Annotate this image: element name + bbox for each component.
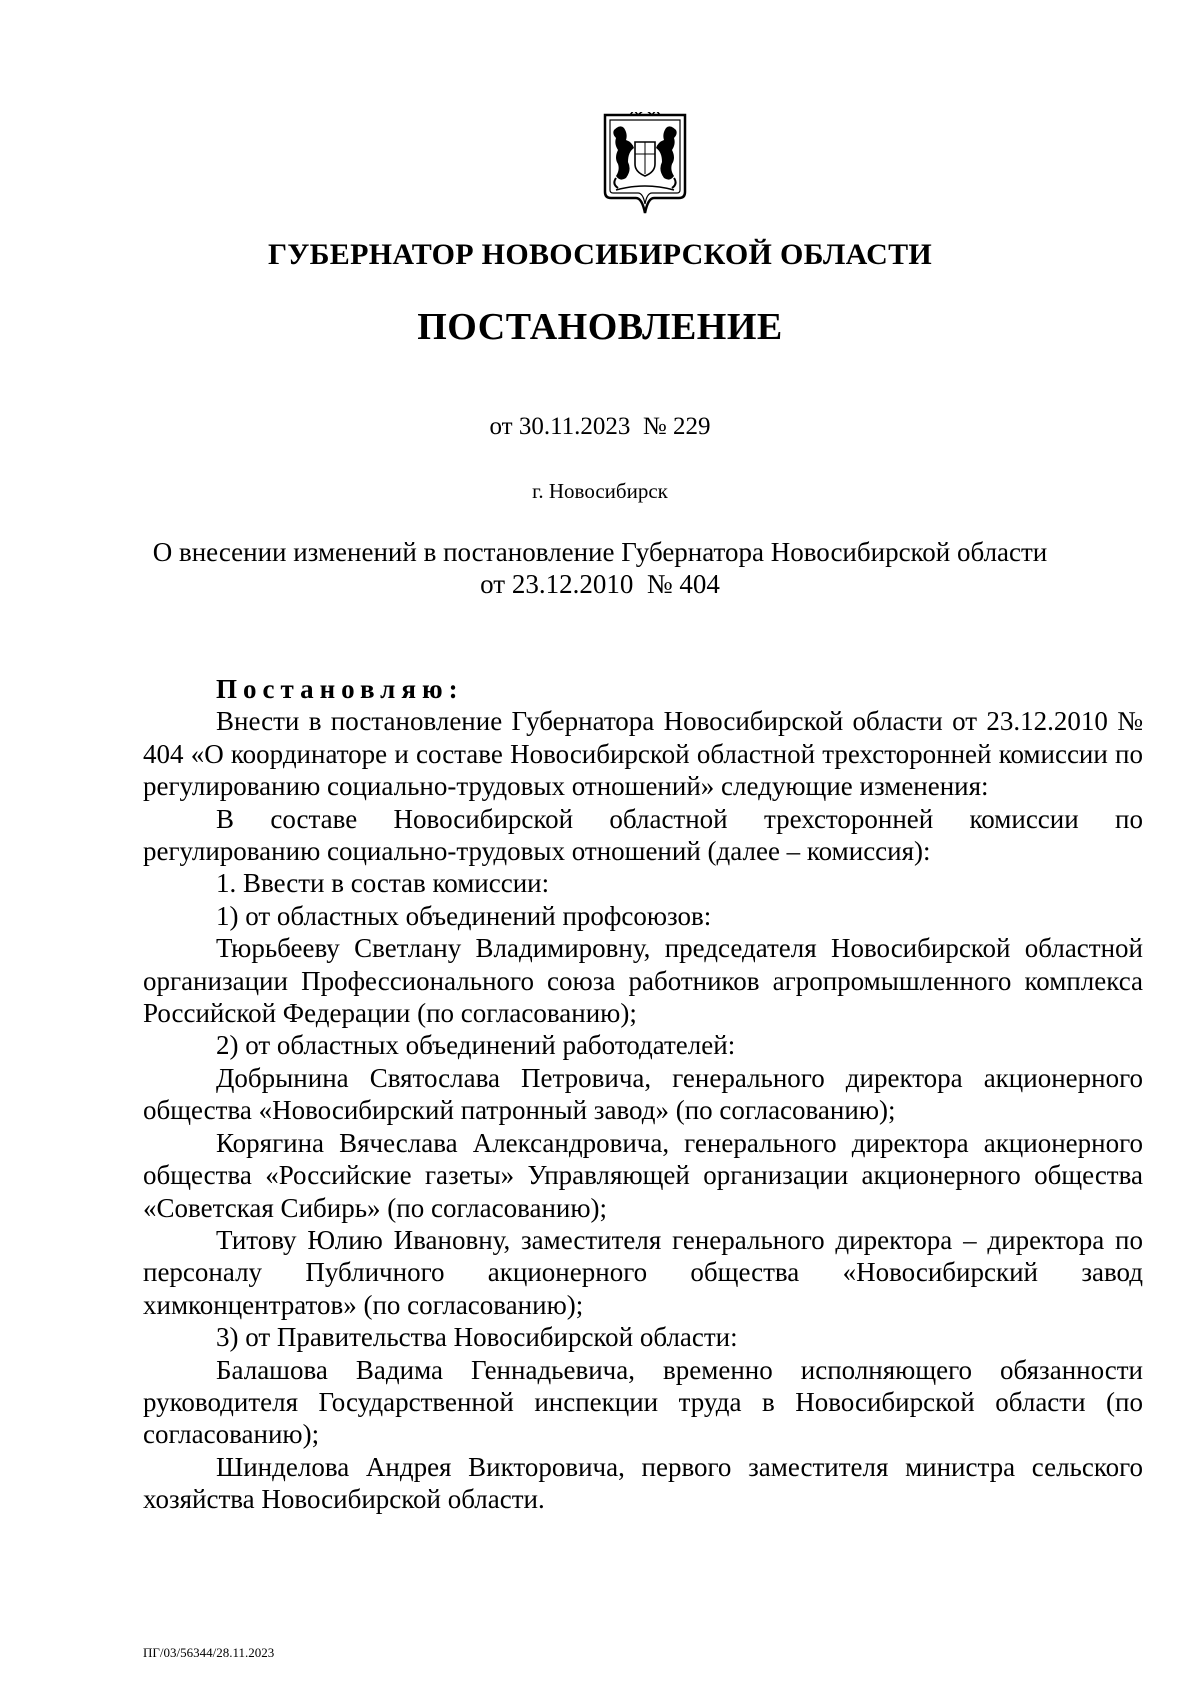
document-type-heading: ПОСТАНОВЛЕНИЕ	[417, 306, 783, 348]
date-and-number: от 30.11.2023 № 229	[489, 413, 711, 440]
decree-colon: :	[448, 674, 458, 704]
organization-title: ГУБЕРНАТОР НОВОСИБИРСКОЙ ОБЛАСТИ	[267, 238, 933, 271]
subject-line-1: О внесении изменений в постановление Губернатора Новосибирской области	[152, 537, 1048, 567]
paragraph-member: Тюрьбееву Светлану Владимировну, председателя Новосибирской областной организации Профессионального союза работников агропромышленного комплекса Российской Федерации (по согласованию);	[143, 933, 1143, 1029]
paragraph-commission-composition: В составе Новосибирской областной трехсторонней комиссии по регулированию социально-трудовых отношений (далее – комиссия):	[143, 803, 1143, 867]
paragraph-member: Добрынина Святослава Петровича, генерального директора акционерного общества «Новосибирский патронный завод» (по согласованию);	[143, 1062, 1143, 1126]
decree-word	[143, 673, 1143, 705]
paragraph-subitem-1: 1) от областных объединений профсоюзов:	[216, 900, 712, 931]
paragraph-member: Титову Юлию Ивановну, заместителя генерального директора – директора по персоналу Публичного акционерного общества «Новосибирский завод химконцентратов» (по согласованию);	[143, 1224, 1143, 1320]
paragraph-member: Балашова Вадима Геннадьевича, временно исполняющего обязанности руководителя Государственной инспекции труда в Новосибирской области (по согласованию);	[143, 1354, 1143, 1450]
paragraph-subitem-3: 3) от Правительства Новосибирской области:	[216, 1322, 738, 1353]
document-registration-code: ПГ/03/56344/28.11.2023	[143, 1645, 275, 1660]
novosibirsk-coat-of-arms-icon	[602, 112, 688, 216]
paragraph-member: Шинделова Андрея Викторовича, первого заместителя министра сельского хозяйства Новосибирской области.	[143, 1451, 1143, 1515]
paragraph-member: Корягина Вячеслава Александровича, генерального директора акционерного общества «Российские газеты» Управляющей организации акционерного общества «Советская Сибирь» (по согласованию);	[143, 1127, 1143, 1223]
decree-word-text: Постановляю	[216, 674, 449, 704]
document-subject	[140, 536, 1060, 600]
paragraph-item-1: 1. Ввести в состав комиссии:	[216, 868, 550, 899]
document-body	[143, 673, 1143, 1516]
subject-line-2: от 23.12.2010 № 404	[480, 569, 720, 599]
paragraph-subitem-2: 2) от областных объединений работодателей:	[216, 1030, 736, 1061]
city-name: г. Новосибирск	[532, 479, 668, 503]
paragraph-amendment-intro: Внести в постановление Губернатора Новосибирской области от 23.12.2010 № 404 «О координаторе и составе Новосибирской областной трехсторонней комиссии по регулированию социально-трудовых отношений» следующие изменения:	[143, 706, 1143, 802]
